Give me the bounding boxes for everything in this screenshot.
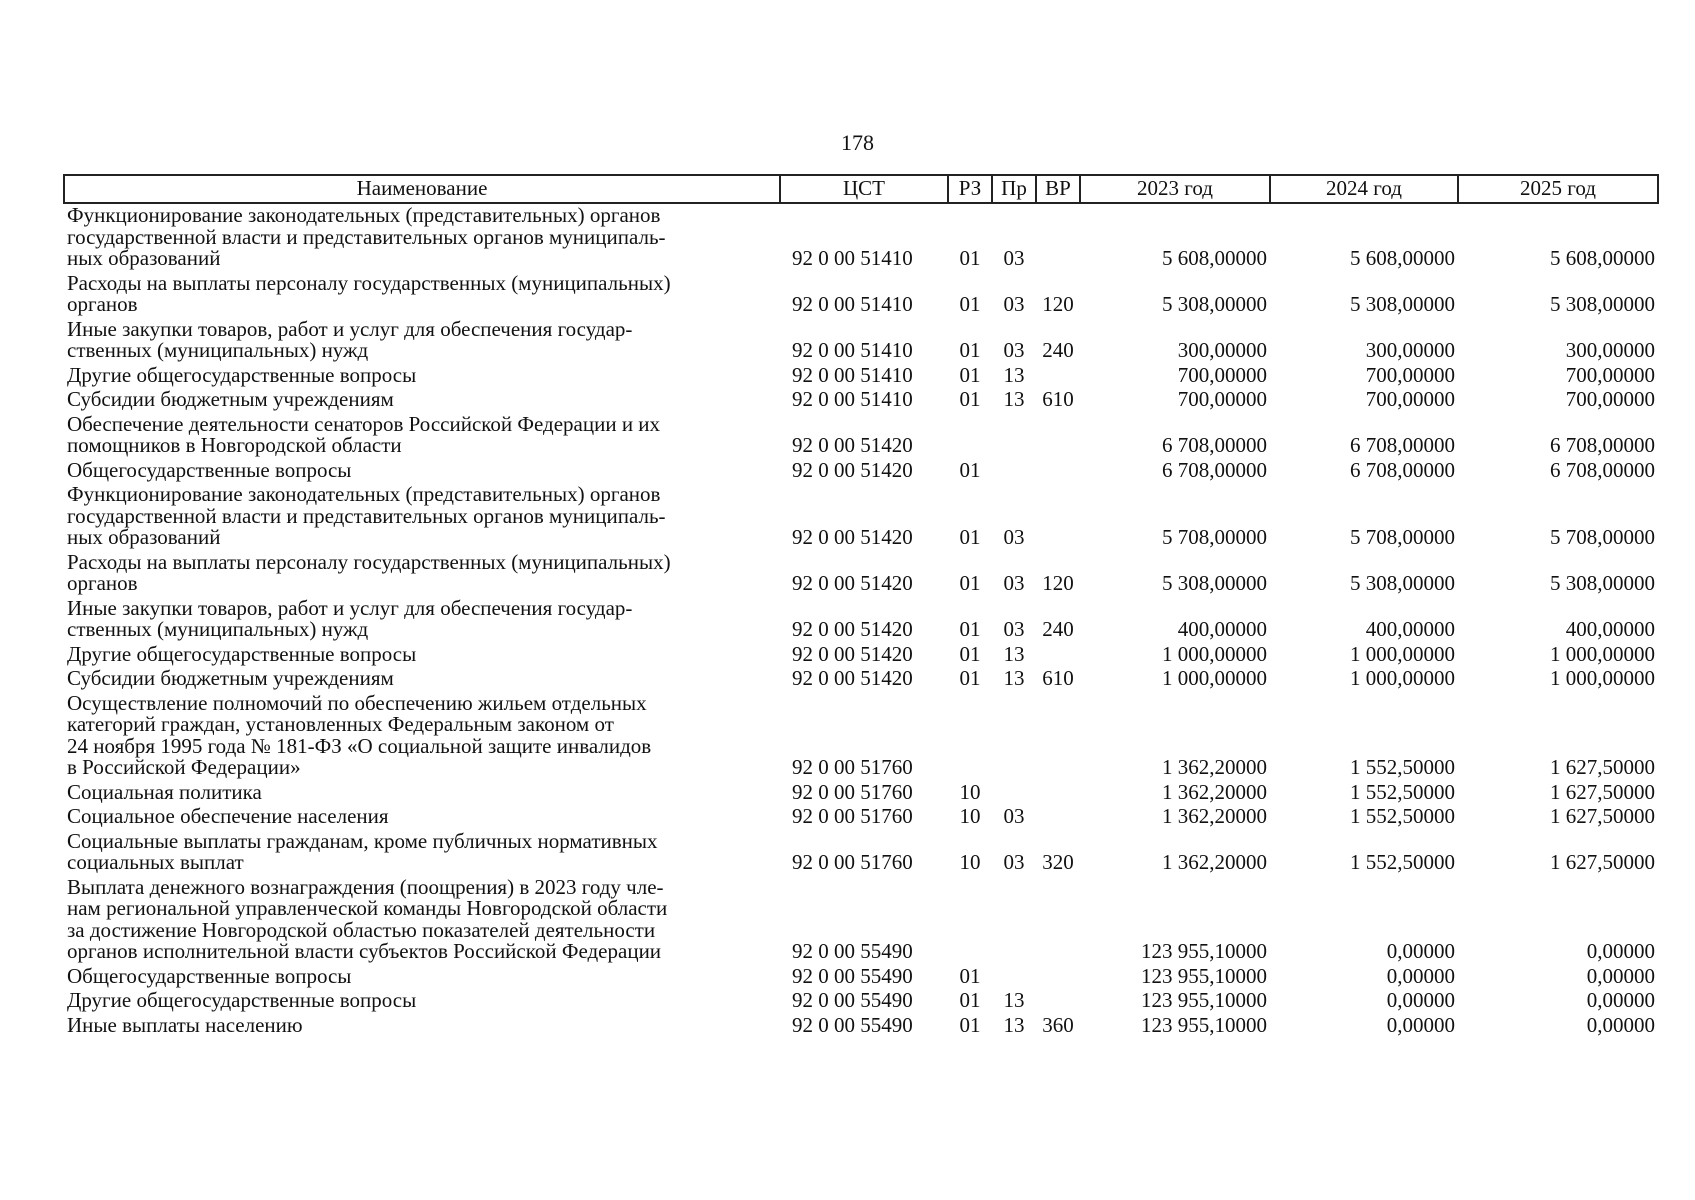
row-2024: 1 552,50000 — [1350, 755, 1455, 779]
table-body — [64, 203, 1658, 1038]
row-2025: 6 708,00000 — [1550, 457, 1655, 482]
row-rz: 01 — [959, 457, 981, 482]
row-2023: 1 362,20000 — [1162, 779, 1267, 804]
row-2024: 1 552,50000 — [1350, 850, 1455, 874]
row-vr: 360 — [1042, 1012, 1074, 1037]
table-row — [64, 203, 1658, 272]
table-row — [64, 805, 1658, 830]
row-cst: 92 0 00 51410 — [792, 246, 913, 270]
row-vr — [1036, 989, 1080, 1014]
row-2024: 300,00000 — [1365, 338, 1455, 362]
row-pr: 13 — [1003, 666, 1025, 690]
row-2025: 0,00000 — [1586, 939, 1655, 963]
row-vr: 120 — [1042, 292, 1074, 316]
table-row — [64, 989, 1658, 1014]
row-pr — [992, 459, 1036, 484]
row-2023: 300,00000 — [1177, 338, 1267, 362]
row-2023: 5 308,00000 — [1162, 571, 1267, 595]
row-pr: 13 — [1003, 362, 1025, 387]
row-2024: 6 708,00000 — [1350, 457, 1455, 482]
table-row — [64, 667, 1658, 692]
row-2023: 6 708,00000 — [1162, 433, 1267, 457]
row-vr — [1036, 781, 1080, 806]
row-cst: 92 0 00 51420 — [792, 641, 913, 666]
row-2024: 700,00000 — [1365, 387, 1455, 411]
header-cst: ЦСТ — [780, 175, 948, 203]
row-name: Расходы на выплаты персоналу государственных (муниципальных) органов — [67, 549, 671, 595]
row-rz: 01 — [959, 988, 981, 1012]
row-2025: 0,00000 — [1586, 963, 1655, 988]
row-rz — [948, 692, 992, 781]
row-cst: 92 0 00 51420 — [792, 571, 913, 595]
row-name: Иные закупки товаров, работ и услуг для обеспечения государ- ственных (муниципальных) нужд — [67, 316, 633, 362]
table-row — [64, 483, 1658, 551]
row-2024: 700,00000 — [1365, 362, 1455, 387]
row-2025: 1 627,50000 — [1550, 755, 1655, 779]
row-rz: 01 — [959, 1012, 981, 1037]
row-rz: 01 — [959, 666, 981, 690]
row-2024: 5 708,00000 — [1350, 525, 1455, 549]
header-rz: РЗ — [948, 175, 992, 203]
row-name: Социальное обеспечение населения — [67, 804, 389, 828]
table-row — [64, 692, 1658, 781]
row-pr: 03 — [1003, 246, 1025, 270]
row-2023: 400,00000 — [1177, 617, 1267, 641]
row-2023: 1 362,20000 — [1162, 755, 1267, 779]
row-cst: 92 0 00 51410 — [792, 362, 913, 387]
page-number: 178 — [841, 130, 874, 155]
row-name: Иные закупки товаров, работ и услуг для обеспечения государ- ственных (муниципальных) нужд — [67, 595, 633, 641]
table-header-row — [64, 175, 1658, 203]
row-pr: 13 — [1003, 387, 1025, 411]
row-2024: 1 000,00000 — [1350, 641, 1455, 666]
row-cst: 92 0 00 51420 — [792, 457, 913, 482]
row-vr: 120 — [1042, 571, 1074, 595]
row-rz — [948, 876, 992, 965]
row-cst: 92 0 00 51410 — [792, 387, 913, 411]
row-rz: 10 — [959, 850, 981, 874]
row-2023: 123 955,10000 — [1141, 988, 1267, 1012]
row-2024: 1 552,50000 — [1350, 779, 1455, 804]
row-pr: 13 — [1003, 988, 1025, 1012]
row-2023: 1 362,20000 — [1162, 850, 1267, 874]
row-vr — [1036, 643, 1080, 668]
row-name: Другие общегосударственные вопросы — [67, 988, 417, 1012]
row-name: Расходы на выплаты персоналу государственных (муниципальных) органов — [67, 270, 671, 316]
row-2024: 1 552,50000 — [1350, 804, 1455, 828]
row-2025: 0,00000 — [1586, 988, 1655, 1012]
table-row — [64, 1014, 1658, 1039]
row-vr — [1036, 483, 1080, 551]
row-rz: 01 — [959, 525, 981, 549]
table-row — [64, 413, 1658, 459]
row-name: Обеспечение деятельности сенаторов Российской Федерации и их помощников в Новгородской области — [67, 411, 661, 457]
row-cst: 92 0 00 51420 — [792, 617, 913, 641]
row-2025: 1 000,00000 — [1550, 666, 1655, 690]
row-2024: 5 308,00000 — [1350, 292, 1455, 316]
row-2023: 123 955,10000 — [1141, 939, 1267, 963]
row-vr — [1036, 203, 1080, 272]
row-vr: 240 — [1042, 617, 1074, 641]
row-2025: 5 608,00000 — [1550, 246, 1655, 270]
table-row — [64, 965, 1658, 990]
row-cst: 92 0 00 51420 — [792, 433, 913, 457]
row-cst: 92 0 00 51760 — [792, 755, 913, 779]
row-name: Функционирование законодательных (представительных) органов государственной власти и представительных органов муниципаль- ных образований — [67, 203, 666, 270]
row-pr: 03 — [1003, 850, 1025, 874]
row-2025: 300,00000 — [1565, 338, 1655, 362]
row-2024: 0,00000 — [1386, 1012, 1455, 1037]
row-cst: 92 0 00 51410 — [792, 338, 913, 362]
row-cst: 92 0 00 51760 — [792, 779, 913, 804]
row-2025: 5 308,00000 — [1550, 292, 1655, 316]
row-rz: 01 — [959, 292, 981, 316]
row-2025: 1 627,50000 — [1550, 779, 1655, 804]
row-2025: 700,00000 — [1565, 387, 1655, 411]
table-row — [64, 876, 1658, 965]
row-name: Иные выплаты населению — [67, 1012, 303, 1037]
row-2025: 700,00000 — [1565, 362, 1655, 387]
row-vr: 610 — [1042, 666, 1074, 690]
row-pr: 03 — [1003, 525, 1025, 549]
row-cst: 92 0 00 55490 — [792, 939, 913, 963]
row-name: Другие общегосударственные вопросы — [67, 641, 417, 666]
row-pr — [992, 876, 1036, 965]
row-2023: 1 362,20000 — [1162, 804, 1267, 828]
table-row — [64, 388, 1658, 413]
row-2025: 6 708,00000 — [1550, 433, 1655, 457]
row-cst: 92 0 00 55490 — [792, 988, 913, 1012]
budget-table — [63, 174, 1659, 1038]
row-vr — [1036, 805, 1080, 830]
row-pr: 03 — [1003, 338, 1025, 362]
table-row — [64, 781, 1658, 806]
row-name: Общегосударственные вопросы — [67, 963, 352, 988]
header-pr: Пр — [992, 175, 1036, 203]
row-rz: 10 — [959, 804, 981, 828]
row-vr — [1036, 459, 1080, 484]
row-cst: 92 0 00 55490 — [792, 963, 913, 988]
row-rz: 01 — [959, 641, 981, 666]
row-rz: 01 — [959, 571, 981, 595]
row-2024: 0,00000 — [1386, 963, 1455, 988]
header-2024: 2024 год — [1270, 175, 1458, 203]
row-name: Социальная политика — [67, 779, 262, 804]
row-2025: 400,00000 — [1565, 617, 1655, 641]
row-2023: 5 308,00000 — [1162, 292, 1267, 316]
table-row — [64, 364, 1658, 389]
header-vr: ВР — [1036, 175, 1080, 203]
row-rz: 01 — [959, 246, 981, 270]
row-rz: 01 — [959, 362, 981, 387]
row-name: Субсидии бюджетным учреждениям — [67, 387, 394, 411]
row-cst: 92 0 00 55490 — [792, 1012, 913, 1037]
row-2024: 1 000,00000 — [1350, 666, 1455, 690]
row-2023: 5 608,00000 — [1162, 246, 1267, 270]
header-2023: 2023 год — [1080, 175, 1270, 203]
table-row — [64, 830, 1658, 876]
row-2024: 0,00000 — [1386, 939, 1455, 963]
row-2024: 5 308,00000 — [1350, 571, 1455, 595]
row-name: Выплата денежного вознаграждения (поощрения) в 2023 году чле- нам региональной управленческой команды Новгородской области за достижение Новгородской областью показателей деятельности органов исполнительной власти субъектов Российской Федерации — [67, 874, 668, 963]
row-cst: 92 0 00 51410 — [792, 292, 913, 316]
row-2023: 700,00000 — [1177, 362, 1267, 387]
row-2025: 1 627,50000 — [1550, 804, 1655, 828]
row-2025: 5 308,00000 — [1550, 571, 1655, 595]
row-rz — [948, 413, 992, 459]
row-vr — [1036, 965, 1080, 990]
row-2025: 0,00000 — [1586, 1012, 1655, 1037]
row-name: Социальные выплаты гражданам, кроме публичных нормативных социальных выплат — [67, 828, 658, 874]
row-2024: 5 608,00000 — [1350, 246, 1455, 270]
row-rz: 01 — [959, 617, 981, 641]
header-name: Наименование — [64, 175, 780, 203]
row-name: Другие общегосударственные вопросы — [67, 362, 417, 387]
row-pr — [992, 692, 1036, 781]
row-2023: 6 708,00000 — [1162, 457, 1267, 482]
row-2023: 1 000,00000 — [1162, 666, 1267, 690]
row-pr: 03 — [1003, 571, 1025, 595]
row-vr: 320 — [1042, 850, 1074, 874]
row-pr — [992, 781, 1036, 806]
table-row — [64, 643, 1658, 668]
row-cst: 92 0 00 51760 — [792, 804, 913, 828]
row-2023: 700,00000 — [1177, 387, 1267, 411]
row-2025: 1 000,00000 — [1550, 641, 1655, 666]
row-pr: 03 — [1003, 617, 1025, 641]
table-row — [64, 318, 1658, 364]
row-vr — [1036, 413, 1080, 459]
row-name: Осуществление полномочий по обеспечению жильем отдельных категорий граждан, установленных Федеральным законом от 24 ноября 1995 года № 181-ФЗ «О социальной защите инвалидов в Российской Федерации» — [67, 690, 652, 779]
table-row — [64, 459, 1658, 484]
row-pr — [992, 965, 1036, 990]
row-pr: 13 — [1003, 641, 1025, 666]
row-rz: 10 — [959, 779, 981, 804]
row-2023: 123 955,10000 — [1141, 963, 1267, 988]
row-2023: 1 000,00000 — [1162, 641, 1267, 666]
row-rz: 01 — [959, 338, 981, 362]
table-row — [64, 551, 1658, 597]
row-2024: 0,00000 — [1386, 988, 1455, 1012]
row-2025: 5 708,00000 — [1550, 525, 1655, 549]
row-name: Общегосударственные вопросы — [67, 457, 352, 482]
header-2025: 2025 год — [1458, 175, 1658, 203]
row-2023: 123 955,10000 — [1141, 1012, 1267, 1037]
row-pr: 13 — [1003, 1012, 1025, 1037]
row-vr — [1036, 692, 1080, 781]
row-rz: 01 — [959, 387, 981, 411]
row-2024: 6 708,00000 — [1350, 433, 1455, 457]
row-pr: 03 — [1003, 804, 1025, 828]
row-pr — [992, 413, 1036, 459]
row-cst: 92 0 00 51420 — [792, 666, 913, 690]
row-rz: 01 — [959, 963, 981, 988]
row-cst: 92 0 00 51420 — [792, 525, 913, 549]
row-name: Субсидии бюджетным учреждениям — [67, 666, 394, 690]
row-vr — [1036, 876, 1080, 965]
row-vr — [1036, 364, 1080, 389]
row-name: Функционирование законодательных (представительных) органов государственной власти и представительных органов муниципаль- ных образований — [67, 482, 666, 549]
row-cst: 92 0 00 51760 — [792, 850, 913, 874]
row-vr: 610 — [1042, 387, 1074, 411]
row-2023: 5 708,00000 — [1162, 525, 1267, 549]
row-2024: 400,00000 — [1365, 617, 1455, 641]
table-row — [64, 272, 1658, 318]
table-row — [64, 597, 1658, 643]
row-pr: 03 — [1003, 292, 1025, 316]
row-2025: 1 627,50000 — [1550, 850, 1655, 874]
row-vr: 240 — [1042, 338, 1074, 362]
